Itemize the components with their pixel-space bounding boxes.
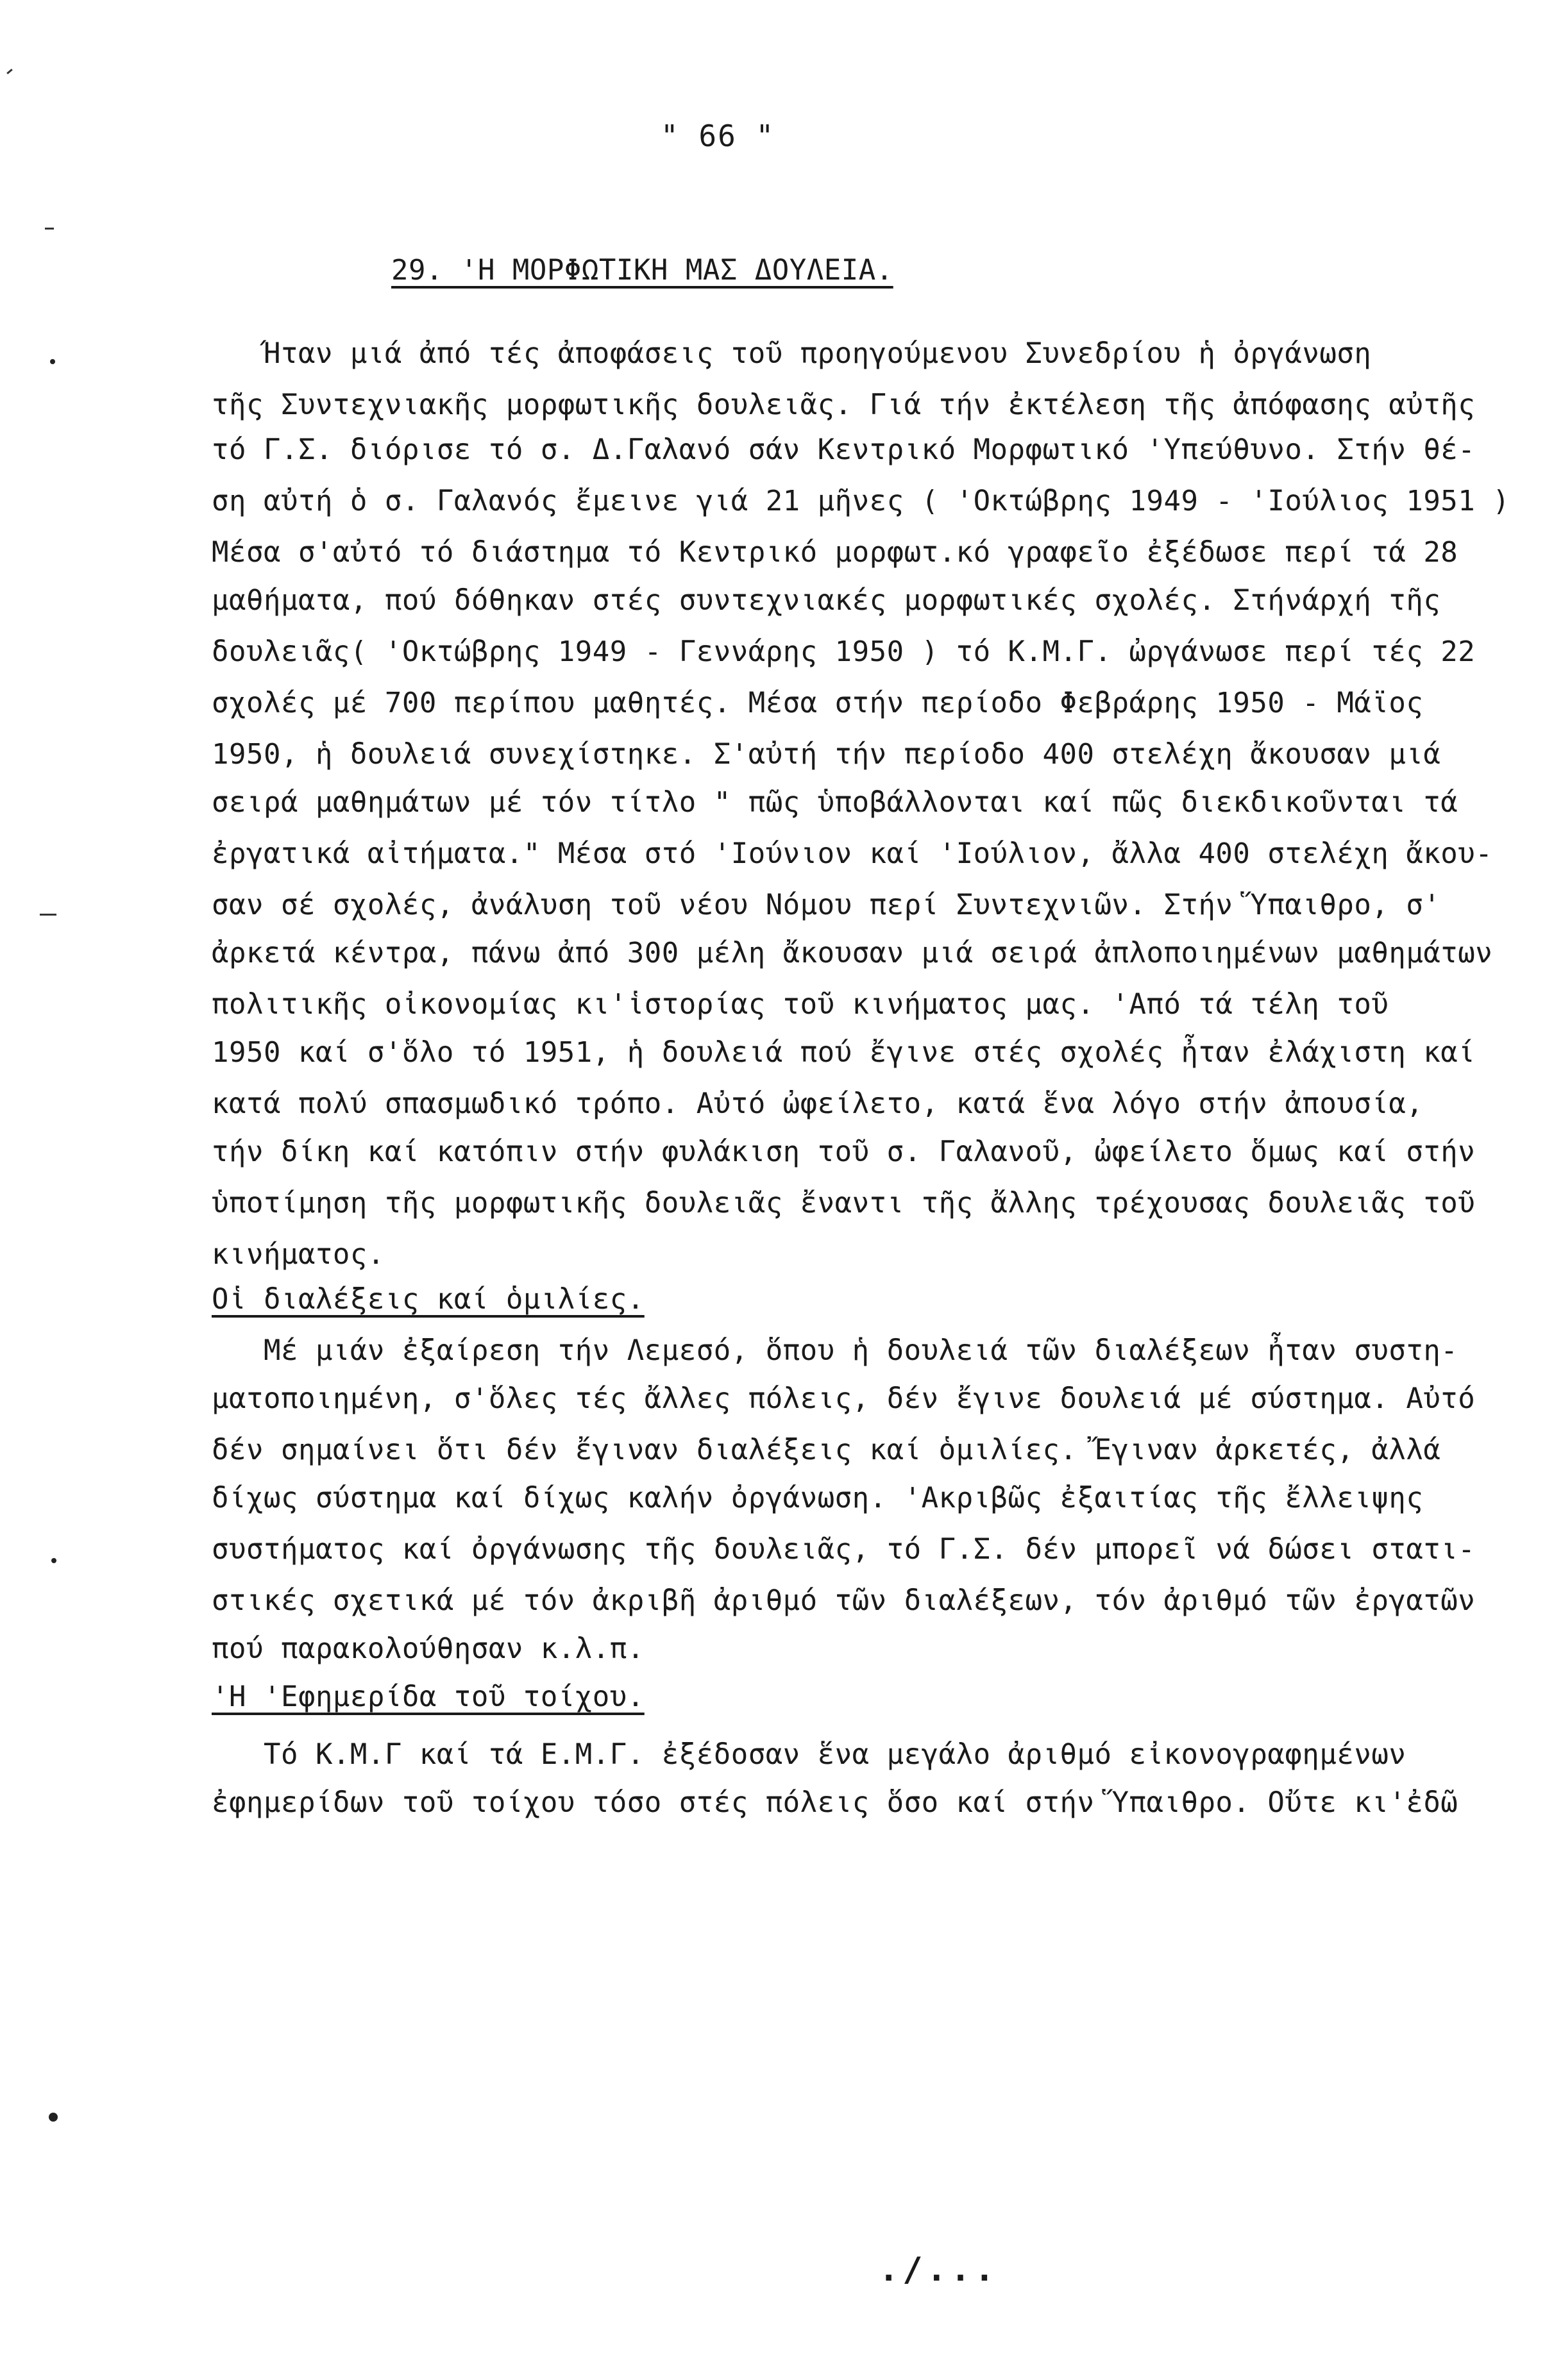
text-line: συστήματος καί ὀργάνωσης τῆς δουλειᾶς, τό Γ.Σ. δέν μπορεῖ νά δώσει στατι- (212, 1533, 1476, 1566)
text-line: δίχως σύστημα καί δίχως καλήν ὀργάνωση. 'Ακριβῶς ἐξαιτίας τῆς ἔλλειψης (212, 1482, 1424, 1514)
page-number: " 66 " (661, 119, 775, 153)
scan-mark (51, 1558, 56, 1563)
continuation-marker: ./... (879, 2250, 999, 2289)
text-line: τήν δίκη καί κατόπιν στήν φυλάκιση τοῦ σ. Γαλανοῦ, ὠφείλετο ὅμως καί στήν (212, 1136, 1476, 1168)
text-line: Ήταν μιά ἀπό τές ἀποφάσεις τοῦ προηγούμενου Συνεδρίου ἡ ὀργάνωση (212, 337, 1372, 370)
text-line: Μέσα σ'αὐτό τό διάστημα τό Κεντρικό μορφωτ.κό γραφεῖο ἐξέδωσε περί τά 28 (212, 536, 1458, 569)
scan-mark (50, 359, 55, 364)
text-line: ὑποτίμηση τῆς μορφωτικῆς δουλειᾶς ἔναντι τῆς ἄλλης τρέχουσας δουλειᾶς τοῦ (212, 1187, 1476, 1219)
text-line: σειρά μαθημάτων μέ τόν τίτλο " πῶς ὑποβάλλονται καί πῶς διεκδικοῦνται τά (212, 786, 1458, 819)
scan-mark (45, 228, 54, 230)
text-line: κατά πολύ σπασμωδικό τρόπο. Αὐτό ὠφείλετο, κατά ἕνα λόγο στήν ἀπουσία, (212, 1087, 1424, 1120)
text-line: Τό Κ.Μ.Γ καί τά Ε.Μ.Γ. ἐξέδοσαν ἕνα μεγάλο ἀριθμό εἰκονογραφημένων (212, 1738, 1406, 1771)
text-line: τό Γ.Σ. διόρισε τό σ. Δ.Γαλανό σάν Κεντρικό Μορφωτικό 'Υπεύθυνο. Στήν θέ- (212, 433, 1476, 466)
section-heading: 29. 'Η ΜΟΡΦΩΤΙΚΗ ΜΑΣ ΔΟΥΛΕΙΑ. (391, 254, 893, 287)
text-line: κινήματος. (212, 1238, 385, 1271)
text-line: πού παρακολούθησαν κ.λ.π. (212, 1632, 645, 1665)
text-line: σχολές μέ 700 περίπου μαθητές. Μέσα στήν περίοδο Φεβράρης 1950 - Μάϊος (212, 687, 1424, 719)
text-line: πολιτικῆς οἰκονομίας κι'ἱστορίας τοῦ κινήματος μας. 'Από τά τέλη τοῦ (212, 988, 1389, 1021)
text-line: μαθήματα, πού δόθηκαν στές συντεχνιακές μορφωτικές σχολές. Στήνάρχή τῆς (212, 584, 1441, 617)
text-line: 1950, ἡ δουλειά συνεχίστηκε. Σ'αὐτή τήν περίοδο 400 στελέχη ἄκουσαν μιά (212, 738, 1441, 771)
text-line: 1950 καί σ'ὅλο τό 1951, ἡ δουλειά πού ἔγινε στές σχολές ἦταν ἐλάχιστη καί (212, 1036, 1476, 1069)
text-line: δουλειᾶς( 'Οκτώβρης 1949 - Γεννάρης 1950 ) τό Κ.Μ.Γ. ὠργάνωσε περί τές 22 (212, 635, 1476, 668)
subsection-heading: Οἱ διαλέξεις καί ὁμιλίες. (212, 1283, 645, 1316)
text-line: Μέ μιάν ἐξαίρεση τήν Λεμεσό, ὅπου ἡ δουλειά τῶν διαλέξεων ἦταν συστη- (212, 1334, 1458, 1367)
subsection-heading: 'Η 'Εφημερίδα τοῦ τοίχου. (212, 1680, 645, 1713)
text-line: ἀρκετά κέντρα, πάνω ἀπό 300 μέλη ἄκουσαν μιά σειρά ἀπλοποιημένων μαθημάτων (212, 937, 1493, 969)
text-line: ματοποιημένη, σ'ὅλες τές ἄλλες πόλεις, δέν ἔγινε δουλειά μέ σύστημα. Αὐτό (212, 1382, 1476, 1415)
scan-mark (40, 914, 56, 916)
scan-mark (6, 69, 13, 74)
text-line: στικές σχετικά μέ τόν ἀκριβῆ ἀριθμό τῶν διαλέξεων, τόν ἀριθμό τῶν ἐργατῶν (212, 1584, 1476, 1617)
text-line: τῆς Συντεχνιακῆς μορφωτικῆς δουλειᾶς. Γιά τήν ἐκτέλεση τῆς ἀπόφασης αὐτῆς (212, 389, 1476, 421)
text-line: ἐργατικά αἰτήματα." Μέσα στό 'Ιούνιον καί 'Ιούλιον, ἄλλα 400 στελέχη ἄκου- (212, 837, 1493, 870)
scan-mark (49, 2113, 58, 2122)
text-line: ἐφημερίδων τοῦ τοίχου τόσο στές πόλεις ὅσο καί στήν Ὕπαιθρο. Οὔτε κι'ἐδῶ (212, 1786, 1458, 1819)
text-line: ση αὐτή ὁ σ. Γαλανός ἔμεινε γιά 21 μῆνες ( 'Οκτώβρης 1949 - 'Ιούλιος 1951 ) (212, 485, 1510, 517)
text-line: δέν σημαίνει ὅτι δέν ἔγιναν διαλέξεις καί ὁμιλίες. Ἔγιναν ἀρκετές, ἀλλά (212, 1434, 1441, 1466)
text-line: σαν σέ σχολές, ἀνάλυση τοῦ νέου Νόμου περί Συντεχνιῶν. Στήν Ὕπαιθρο, σ' (212, 889, 1441, 921)
